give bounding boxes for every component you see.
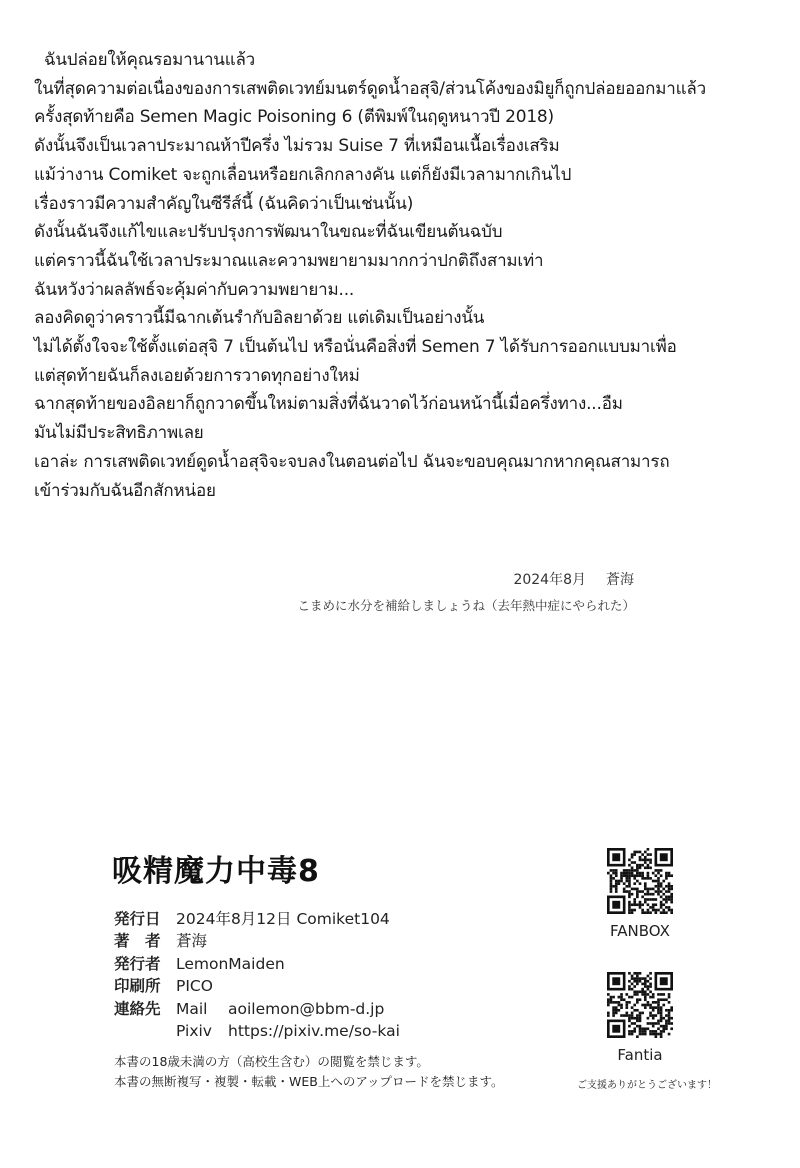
colophon-row-author (114, 930, 400, 952)
pixiv-label: Pixiv (176, 1021, 212, 1040)
publisher-label: 発行者 (114, 954, 161, 973)
legal-notice (114, 1052, 503, 1091)
colophon-row-publisher (114, 953, 400, 975)
colophon-row-pixiv (114, 1020, 400, 1042)
afterword-line: เรื่องราวมีความสำคัญในซีรีส์นี้ (ฉันคิดว่าเป็นเช่นนั้น) (34, 193, 414, 214)
contact-label: 連絡先 (114, 999, 161, 1018)
thanks-text: ご支援ありがとうございます！ (577, 1080, 717, 1091)
publisher-value: LemonMaiden (176, 954, 285, 973)
afterword-line: ดังนั้นฉันจึงแก้ไขและปรับปรุงการพัฒนาในขณะที่ฉันเขียนต้นฉบับ (34, 222, 503, 243)
issue-label: 発行日 (114, 910, 161, 928)
colophon-row-mail (114, 998, 400, 1020)
printer-value: PICO (176, 977, 213, 996)
afterword-line: เอาล่ะ การเสพติดเวทย์ดูดน้ำอสุจิจะจบลงในตอนต่อไป ฉันจะขอบคุณมากหากคุณสามารถ (34, 451, 670, 472)
fanbox-qr-code[interactable] (607, 848, 673, 914)
afterword-line: แต่คราวนี้ฉันใช้เวลาประมาณและความพยายามมากกว่าปกติถึงสามเท่า (34, 250, 544, 271)
fantia-qr-block (598, 972, 682, 1064)
afterword-line: ดังนั้นจึงเป็นเวลาประมาณห้าปีครึ่ง ไม่รวม Suise 7 ที่เหมือนเนื้อเรื่องเสริม (34, 136, 560, 157)
author-label: 著 者 (114, 932, 161, 951)
colophon-row-issue (114, 908, 400, 930)
legal-line: 本書の無断複写・複製・転載・WEB上へのアップロードを禁じます。 (114, 1073, 504, 1089)
colophon (114, 908, 400, 1042)
afterword-text (34, 46, 774, 505)
afterword-line: ครั้งสุดท้ายคือ Semen Magic Poisoning 6 (ตีพิมพ์ในฤดูหนาวปี 2018) (34, 107, 554, 128)
afterword-line: มันไม่มีประสิทธิภาพเลย (34, 423, 204, 444)
afterword-line: แม้ว่างาน Comiket จะถูกเลื่อนหรือยกเลิกกลางคัน แต่ก็ยังมีเวลามากเกินไป (34, 164, 572, 185)
afterword-line: ฉันหวังว่าผลลัพธ์จะคุ้มค่ากับความพยายาม... (34, 279, 355, 300)
fanbox-qr-block (598, 848, 682, 940)
colophon-row-printer (114, 975, 400, 997)
author-value: 蒼海 (176, 932, 208, 951)
afterword-line: ในที่สุดความต่อเนื่องของการเสพติดเวทย์มนตร์ดูดน้ำอสุจิ/ส่วนโค้งของมิยูก็ถูกปล่อยออกมาแล้ว (34, 78, 706, 99)
afterword-line: แต่สุดท้ายฉันก็ลงเอยด้วยการวาดทุกอย่างใหม่ (34, 365, 360, 386)
signature (513, 569, 634, 589)
mail-label: Mail (176, 999, 208, 1018)
fantia-qr-code[interactable] (607, 972, 673, 1038)
signature-author: 蒼海 (606, 572, 634, 588)
fanbox-label: FANBOX (610, 922, 670, 940)
issue-value: 2024年8月12日 Comiket104 (176, 910, 390, 928)
pixiv-value: https://pixiv.me/so-kai (228, 1021, 400, 1040)
legal-line: 本書の18歳未満の方（高校生含む）の閲覧を禁じます。 (114, 1054, 429, 1069)
mail-value: aoilemon@bbm-d.jp (228, 999, 385, 1018)
printer-label: 印刷所 (114, 977, 161, 996)
afterword-line: เข้าร่วมกับฉันอีกสักหน่อย (34, 480, 216, 501)
afterword-line: ลองคิดดูว่าคราวนี้มีฉากเต้นรำกับอิลยาด้วย แต่เดิมเป็นอย่างนั้น (34, 308, 485, 329)
book-title: 吸精魔力中毒8 (112, 854, 320, 889)
afterword-line: ฉากสุดท้ายของอิลยาก็ถูกวาดขึ้นใหม่ตามสิ่งที่ฉันวาดไว้ก่อนหน้านี้เมื่อครึ่งทาง...อืม (34, 394, 623, 415)
afterword-line: ไม่ได้ตั้งใจจะใช้ตั้งแต่อสุจิ 7 เป็นต้นไป หรือนั่นคือสิ่งที่ Semen 7 ได้รับการออกแบบมาเพื่อ (34, 337, 677, 358)
afterword-line: ฉันปล่อยให้คุณรอมานานแล้ว (44, 50, 256, 70)
fantia-label: Fantia (617, 1046, 663, 1064)
author-note: こまめに水分を補給しましょうね（去年熱中症にやられた） (297, 598, 635, 613)
signature-date: 2024年8月 (513, 572, 586, 588)
